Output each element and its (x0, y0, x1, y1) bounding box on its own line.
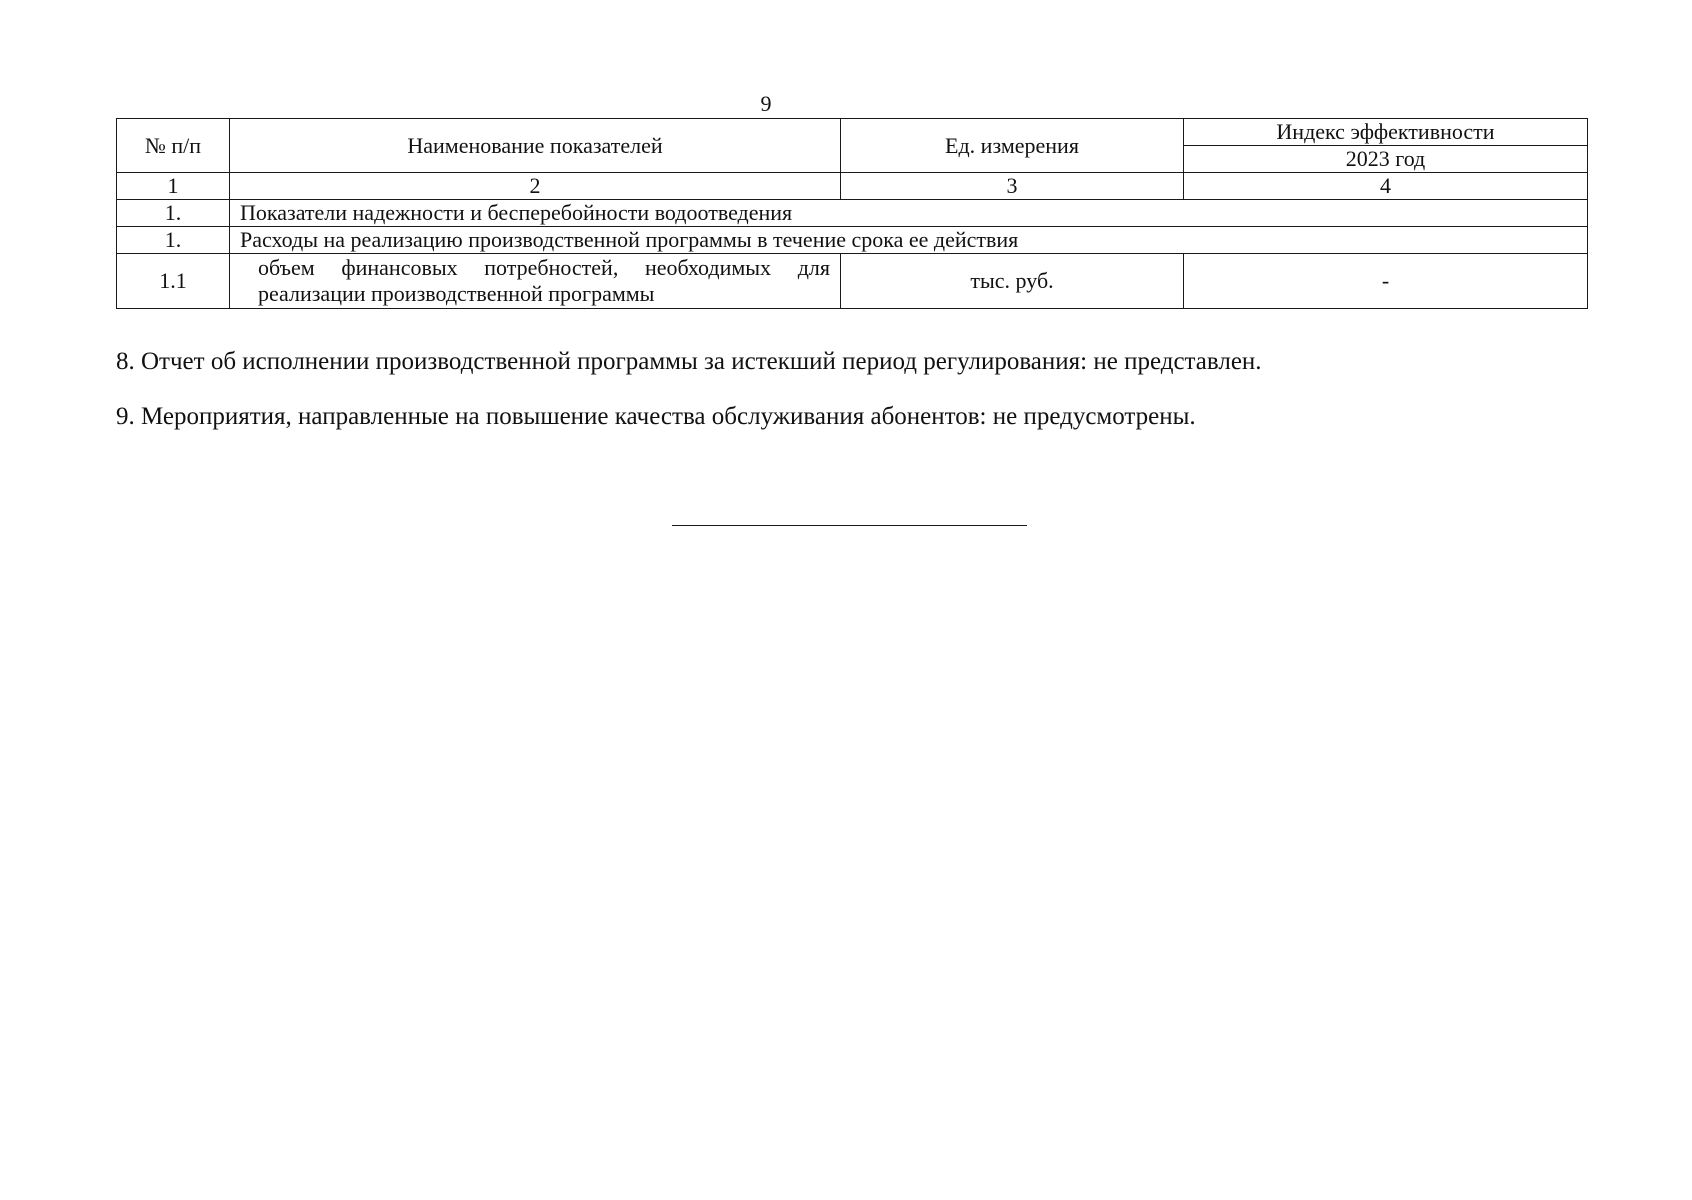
header-num: № п/п (117, 119, 230, 173)
column-number-row (117, 173, 1588, 200)
page-number (0, 92, 1692, 116)
header-unit: Ед. измерения (841, 119, 1184, 173)
page-number-text: 9 (760, 91, 772, 116)
paragraph-measures: 9. Мероприятия, направленные на повышение качества обслуживания абонентов: не предусмотрены. (116, 403, 1196, 430)
column-number-4: 4 (1184, 173, 1588, 200)
section-title: Показатели надежности и бесперебойности водоотведения (230, 200, 1588, 227)
header-index-year: 2023 год (1184, 146, 1588, 173)
header-index-group: Индекс эффективности (1184, 119, 1588, 146)
section-num: 1. (117, 227, 230, 254)
column-number-2: 2 (230, 173, 841, 200)
row-value: - (1184, 254, 1588, 309)
section-row (117, 200, 1588, 227)
section-title: Расходы на реализацию производственной программы в течение срока ее действия (230, 227, 1588, 254)
column-number-3: 3 (841, 173, 1184, 200)
column-number-1: 1 (117, 173, 230, 200)
table-header-row (117, 119, 1588, 146)
closing-divider (672, 525, 1027, 526)
row-name: объем финансовых потребностей, необходимых для реализации производственной программы (230, 254, 841, 309)
paragraph-report: 8. Отчет об исполнении производственной программы за истекший период регулирования: не представлен. (116, 348, 1262, 375)
row-unit: тыс. руб. (841, 254, 1184, 309)
section-num: 1. (117, 200, 230, 227)
section-row (117, 227, 1588, 254)
table-row (117, 254, 1588, 309)
row-num: 1.1 (117, 254, 230, 309)
indicators-table (116, 118, 1588, 309)
header-name: Наименование показателей (230, 119, 841, 173)
